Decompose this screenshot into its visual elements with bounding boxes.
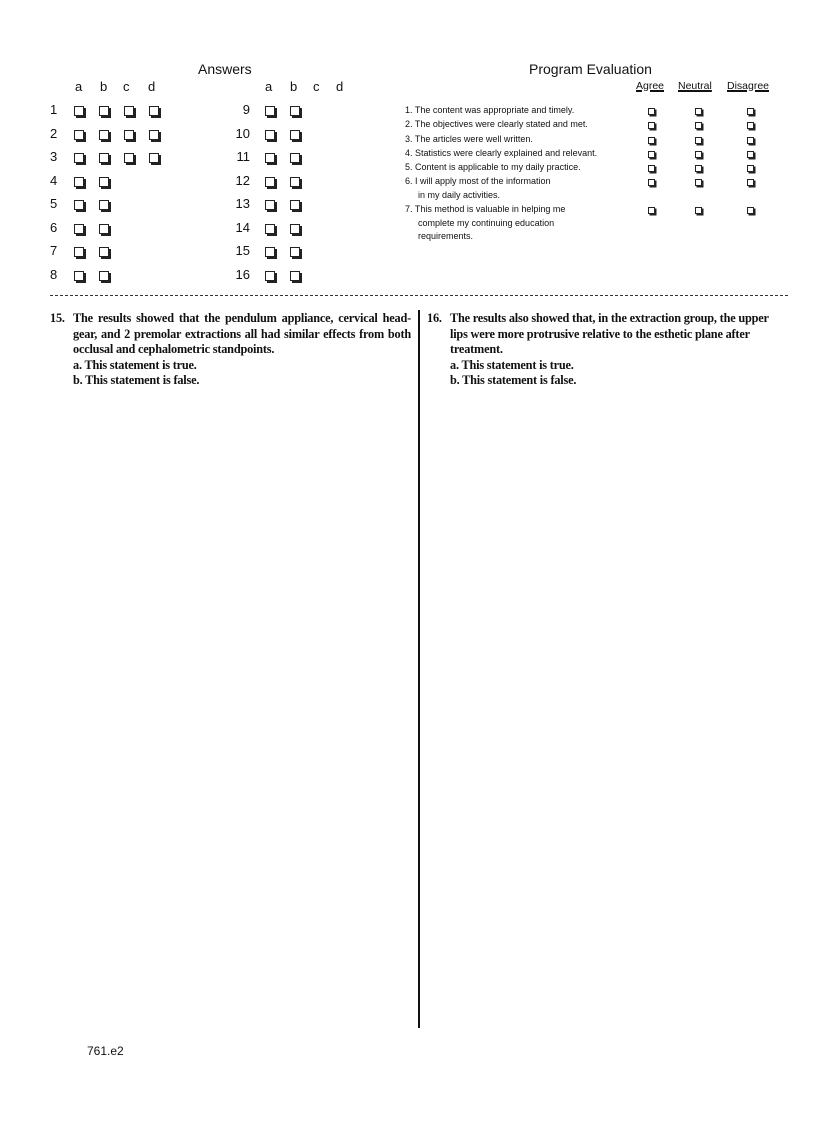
evaluation-checkbox-disagree[interactable] (747, 179, 754, 186)
answer-number: 2 (50, 125, 58, 141)
evaluation-item-text: 1. The content was appropriate and timely. (405, 105, 575, 115)
answer-number: 5 (50, 196, 58, 211)
evaluation-checkbox-neutral[interactable] (695, 151, 702, 158)
column-letter: b (290, 79, 298, 94)
option-a: a. This statement is true. (450, 357, 574, 372)
answer-checkbox-a[interactable] (265, 271, 275, 281)
answer-checkbox-d[interactable] (149, 106, 159, 116)
answer-checkbox-b[interactable] (290, 177, 300, 187)
evaluation-item-text: in my daily activities. (418, 189, 501, 200)
answer-checkbox-b[interactable] (99, 130, 109, 140)
answer-number: 8 (50, 266, 58, 282)
evaluation-checkbox-agree[interactable] (648, 165, 655, 172)
question-number: 16. (427, 311, 442, 325)
evaluation-checkbox-neutral[interactable] (695, 179, 702, 186)
answer-checkbox-b[interactable] (99, 153, 109, 163)
evaluation-checkbox-neutral[interactable] (695, 165, 702, 172)
answer-checkbox-a[interactable] (265, 247, 275, 257)
question-16 (427, 311, 788, 389)
answer-checkbox-a[interactable] (265, 153, 275, 163)
question-15 (50, 311, 411, 389)
evaluation-item-text: 6. I will apply most of the information (405, 176, 551, 186)
answer-checkbox-a[interactable] (265, 106, 275, 116)
answer-number: 9 (242, 102, 250, 117)
answer-checkbox-b[interactable] (290, 247, 300, 257)
answer-checkbox-b[interactable] (290, 106, 300, 116)
column-letter: c (123, 79, 130, 94)
answer-checkbox-c[interactable] (124, 106, 134, 116)
evaluation-checkbox-agree[interactable] (648, 179, 655, 186)
answer-checkbox-a[interactable] (74, 271, 84, 281)
answer-number: 10 (235, 125, 250, 141)
answer-checkbox-a[interactable] (74, 153, 84, 163)
evaluation-item-text: complete my continuing education (418, 217, 555, 228)
answer-checkbox-b[interactable] (290, 153, 300, 163)
question-stem: The results showed that the pendulum appliance, cervical head-gear, and 2 premolar extractions all had similar effects from both occlusal and cephalometric standpoints. (73, 311, 411, 356)
column-header-disagree: Disagree (727, 80, 770, 92)
answer-checkbox-b[interactable] (99, 224, 109, 234)
answer-checkbox-a[interactable] (265, 130, 275, 140)
option-b: b. This statement is false. (450, 373, 577, 387)
evaluation-checkbox-neutral[interactable] (695, 122, 702, 129)
evaluation-checkbox-agree[interactable] (648, 108, 655, 115)
answer-checkbox-b[interactable] (290, 130, 300, 140)
evaluation-checkbox-disagree[interactable] (747, 122, 754, 129)
answer-checkbox-a[interactable] (74, 177, 84, 187)
evaluation-checkbox-disagree[interactable] (747, 165, 754, 172)
answer-checkbox-b[interactable] (99, 247, 109, 257)
evaluation-checkbox-agree[interactable] (648, 151, 655, 158)
answer-checkbox-a[interactable] (74, 200, 84, 210)
page-number: 761.e2 (87, 1044, 124, 1058)
evaluation-checkbox-disagree[interactable] (747, 151, 754, 158)
answer-checkbox-b[interactable] (99, 200, 109, 210)
answer-checkbox-d[interactable] (149, 130, 159, 140)
column-letter: d (336, 79, 344, 94)
evaluation-checkbox-agree[interactable] (648, 122, 655, 129)
evaluation-item-text: 7. This method is valuable in helping me (405, 204, 566, 214)
column-letter: a (75, 79, 83, 94)
answer-checkbox-b[interactable] (290, 271, 300, 281)
evaluation-checkbox-disagree[interactable] (747, 207, 754, 214)
answer-checkbox-c[interactable] (124, 153, 134, 163)
evaluation-item-text: 3. The articles were well written. (405, 134, 533, 144)
answer-number: 11 (236, 149, 250, 164)
answer-checkbox-b[interactable] (99, 106, 109, 116)
answer-checkbox-b[interactable] (290, 200, 300, 210)
evaluation-checkbox-neutral[interactable] (695, 108, 702, 115)
evaluation-checkbox-disagree[interactable] (747, 108, 754, 115)
answer-checkbox-a[interactable] (74, 247, 84, 257)
column-letter: c (313, 79, 320, 94)
evaluation-checkbox-agree[interactable] (648, 207, 655, 214)
answer-number: 6 (50, 219, 58, 235)
dashed-divider (50, 295, 788, 296)
evaluation-checkbox-neutral[interactable] (695, 207, 702, 214)
column-letter: a (265, 79, 273, 94)
answer-checkbox-a[interactable] (265, 177, 275, 187)
evaluation-title: Program Evaluation (529, 61, 652, 77)
answers-title: Answers (198, 61, 252, 77)
answer-checkbox-a[interactable] (74, 224, 84, 234)
answer-number: 3 (50, 149, 58, 164)
question-stem: The results also showed that, in the extraction group, the upper lips were more protrusive relative to the esthetic plane after treatment. (450, 311, 769, 356)
evaluation-item-text: 2. The objectives were clearly stated and met. (405, 119, 588, 129)
answer-number: 7 (50, 243, 58, 258)
evaluation-item-text: 4. Statistics were clearly explained and relevant. (405, 148, 598, 158)
answer-checkbox-a[interactable] (265, 200, 275, 210)
column-letter: b (100, 79, 108, 94)
answer-checkbox-b[interactable] (99, 271, 109, 281)
answer-checkbox-b[interactable] (290, 224, 300, 234)
answer-checkbox-d[interactable] (149, 153, 159, 163)
answer-number: 13 (235, 196, 250, 211)
question-number: 15. (50, 311, 65, 325)
option-b: b. This statement is false. (73, 373, 200, 387)
column-letter: d (148, 79, 156, 94)
column-header-agree: Agree (636, 80, 665, 92)
column-divider (418, 310, 420, 1028)
answer-checkbox-a[interactable] (74, 106, 84, 116)
answer-checkbox-b[interactable] (99, 177, 109, 187)
evaluation-checkbox-agree[interactable] (648, 137, 655, 144)
answer-number: 12 (235, 172, 250, 188)
evaluation-item-text: 5. Content is applicable to my daily practice. (405, 162, 581, 172)
evaluation-checkbox-neutral[interactable] (695, 137, 702, 144)
answer-checkbox-a[interactable] (74, 130, 84, 140)
answer-number: 1 (50, 102, 58, 117)
column-header-neutral: Neutral (678, 80, 712, 92)
answer-number: 16 (235, 266, 250, 282)
evaluation-item-text: requirements. (418, 231, 474, 241)
answer-checkbox-c[interactable] (124, 130, 134, 140)
evaluation-checkbox-disagree[interactable] (747, 137, 754, 144)
option-a: a. This statement is true. (73, 357, 197, 372)
answer-number: 4 (50, 172, 58, 188)
answer-number: 15 (235, 243, 250, 258)
answer-checkbox-a[interactable] (265, 224, 275, 234)
answer-number: 14 (235, 219, 250, 235)
